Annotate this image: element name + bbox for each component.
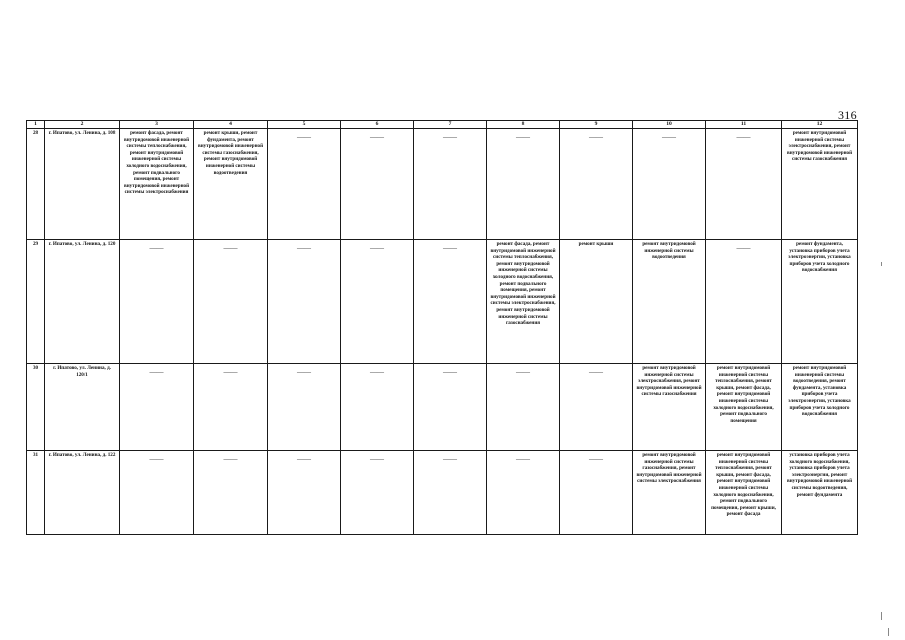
column-number: 10	[633, 121, 706, 129]
table-cell	[414, 240, 487, 364]
dash-mark: ——	[370, 455, 384, 463]
dash-mark: ——	[149, 368, 164, 376]
table-cell: ремонт крыши, ремонт фундамента, ремонт внутридомовой инженерной системы газоснабжения, ремонт внутридомовой инженерной системы водоотведения	[194, 129, 268, 240]
column-number: 11	[706, 121, 782, 129]
table-cell	[268, 240, 341, 364]
repair-schedule-table	[26, 120, 858, 535]
scan-artifact	[881, 262, 882, 266]
dash-mark: ——	[297, 133, 311, 141]
page-number: 316	[838, 108, 857, 122]
table-cell: ремонт фасада, ремонт внутридомовой инженерной системы теплоснабжения, ремонт внутридомовой инженерной системы холодного водоснабжения, ремонт подвального помещения, ремонт внутридомовой инженерной системы электроснабжения, ремонт внутридомовой инженерной системы газоснабжения	[487, 240, 560, 364]
table-cell: ремонт фундамента, установка приборов учета электроэнергии, установка приборов учета холодного водоснабжения	[782, 240, 858, 364]
dash-mark: ——	[662, 133, 676, 141]
dash-mark: ——	[149, 244, 164, 252]
table-cell	[487, 129, 560, 240]
table-row	[27, 364, 858, 451]
dash-mark: ——	[443, 133, 457, 141]
dash-mark: ——	[443, 368, 457, 376]
dash-mark: ——	[443, 244, 457, 252]
dash-mark: ——	[443, 455, 457, 463]
table-cell	[268, 129, 341, 240]
table-row	[27, 240, 858, 364]
dash-mark: ——	[589, 133, 603, 141]
row-address: г. Ипатово, ул. Ленина, д. 120	[45, 240, 120, 364]
table-cell	[341, 129, 414, 240]
table-cell: ремонт крыши	[560, 240, 633, 364]
column-number: 5	[268, 121, 341, 129]
row-address: г. Ипатово, ул. Ленина, д. 108	[45, 129, 120, 240]
table-cell	[487, 451, 560, 535]
table-cell	[414, 364, 487, 451]
table-cell	[706, 240, 782, 364]
column-number-row	[27, 121, 858, 129]
dash-mark: ——	[370, 368, 384, 376]
table-cell	[414, 129, 487, 240]
row-number: 31	[27, 451, 45, 535]
table-cell	[560, 129, 633, 240]
dash-mark: ——	[589, 368, 603, 376]
table-cell	[560, 451, 633, 535]
table-cell: установка приборов учета холодного водоснабжения, установка приборов учета электроэнергии, ремонт внутридомовой инженерной системы водоотведения, ремонт фундамента	[782, 451, 858, 535]
table-row	[27, 129, 858, 240]
table-cell	[194, 240, 268, 364]
column-number: 7	[414, 121, 487, 129]
table-cell	[414, 451, 487, 535]
column-number: 3	[120, 121, 194, 129]
row-address: г. Ипатово, ул. Ленина, д. 120/1	[45, 364, 120, 451]
dash-mark: ——	[736, 244, 751, 252]
table-cell	[194, 364, 268, 451]
column-number: 8	[487, 121, 560, 129]
row-number: 28	[27, 129, 45, 240]
table-cell	[341, 364, 414, 451]
table-cell: ремонт внутридомовой инженерной системы электроснабжения, ремонт внутридомовой инженерной системы газоснабжения	[782, 129, 858, 240]
dash-mark: ——	[589, 455, 603, 463]
dash-mark: ——	[516, 368, 530, 376]
table-cell: ремонт внутридомовой инженерной системы водоотведения	[633, 240, 706, 364]
table-cell	[120, 240, 194, 364]
dash-mark: ——	[223, 455, 238, 463]
table-cell	[487, 364, 560, 451]
column-number: 4	[194, 121, 268, 129]
table-cell: ремонт внутридомовой инженерной системы водоотведения, ремонт фундамента, установка приборов учета электроэнергии, установка приборов учета холодного водоснабжения	[782, 364, 858, 451]
column-number: 1	[27, 121, 45, 129]
table-cell: ремонт внутридомовой инженерной системы электроснабжения, ремонт внутридомовой инженерной системы газоснабжения	[633, 364, 706, 451]
table-cell: ремонт внутридомовой инженерной системы теплоснабжения, ремонт крыши, ремонт фасада, ремонт внутридомовой инженерной системы холодного водоснабжения, ремонт подвального помещения	[706, 364, 782, 451]
table-cell	[706, 129, 782, 240]
dash-mark: ——	[297, 455, 311, 463]
scan-artifact	[888, 628, 889, 636]
table-cell: ремонт внутридомовой инженерной системы теплоснабжения, ремонт крыши, ремонт фасада, ремонт внутридомовой инженерной системы холодного водоснабжения, ремонт подвального помещения, ремонт крыши, ремонт фасада	[706, 451, 782, 535]
dash-mark: ——	[223, 368, 238, 376]
dash-mark: ——	[223, 244, 238, 252]
dash-mark: ——	[370, 244, 384, 252]
table-cell: ремонт фасада, ремонт внутридомовой инженерной системы теплоснабжения, ремонт внутридомовой инженерной системы холодного водоснабжения, ремонт подвального помещения, ремонт внутридомовой инженерной системы электроснабжения	[120, 129, 194, 240]
table-cell: ремонт внутридомовой инженерной системы газоснабжения, ремонт внутридомовой инженерной системы электроснабжения	[633, 451, 706, 535]
column-number: 12	[782, 121, 858, 129]
table-cell	[341, 240, 414, 364]
table-cell	[341, 451, 414, 535]
dash-mark: ——	[149, 455, 164, 463]
table-cell	[120, 451, 194, 535]
scan-artifact	[881, 612, 882, 620]
table-cell	[268, 364, 341, 451]
column-number: 6	[341, 121, 414, 129]
dash-mark: ——	[516, 133, 530, 141]
dash-mark: ——	[736, 133, 751, 141]
table-cell	[268, 451, 341, 535]
dash-mark: ——	[370, 133, 384, 141]
row-number: 29	[27, 240, 45, 364]
table-cell	[560, 364, 633, 451]
row-number: 30	[27, 364, 45, 451]
dash-mark: ——	[516, 455, 530, 463]
row-address: г. Ипатово, ул. Ленина, д. 122	[45, 451, 120, 535]
dash-mark: ——	[297, 244, 311, 252]
dash-mark: ——	[297, 368, 311, 376]
table-cell	[194, 451, 268, 535]
table-cell	[633, 129, 706, 240]
column-number: 2	[45, 121, 120, 129]
column-number: 9	[560, 121, 633, 129]
table-row	[27, 451, 858, 535]
table-cell	[120, 364, 194, 451]
